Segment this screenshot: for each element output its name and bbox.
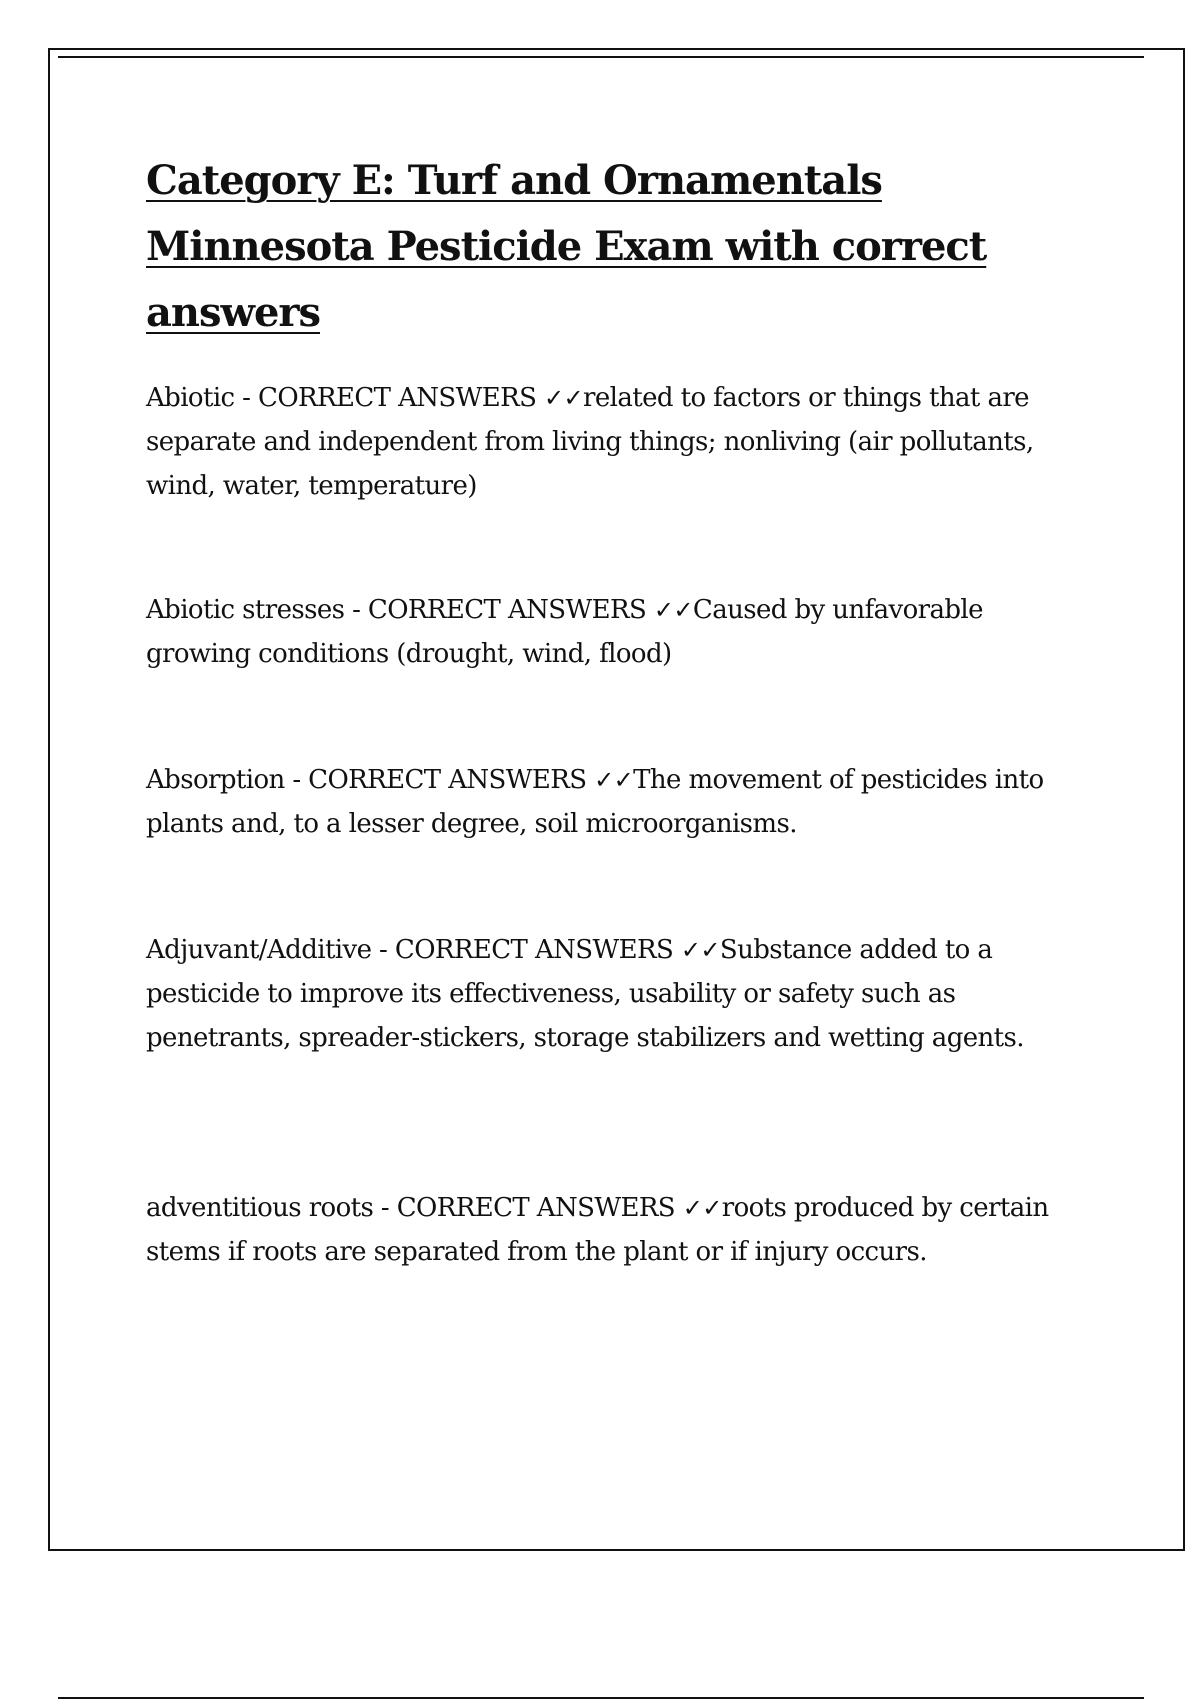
bottom-rule xyxy=(58,1697,1144,1699)
correct-answers-label: CORRECT ANSWERS xyxy=(394,935,674,965)
entry-definition: Caused by unfavorable growing conditions (drought, wind, flood) xyxy=(146,595,983,669)
correct-answers-label: CORRECT ANSWERS xyxy=(308,765,587,795)
entry-separator: - xyxy=(234,383,259,413)
document-title: Category E: Turf and Ornamentals Minnesota Pesticide Exam with correct answers xyxy=(146,157,987,336)
double-check-icon: ✓✓ xyxy=(543,384,584,412)
double-check-icon: ✓✓ xyxy=(594,766,634,794)
entry-term: adventitious roots xyxy=(146,1193,374,1223)
glossary-entry-abiotic-stresses xyxy=(146,588,1086,676)
correct-answers-label: CORRECT ANSWERS xyxy=(396,1193,676,1223)
entry-definition: roots produced by certain stems if roots are separated from the plant or if injury occurs. xyxy=(146,1193,1049,1267)
correct-answers-label: CORRECT ANSWERS xyxy=(367,595,647,625)
double-check-icon: ✓✓ xyxy=(682,1194,722,1222)
entry-separator: - xyxy=(284,765,309,795)
glossary-entry-adventitious-roots xyxy=(146,1186,1086,1274)
glossary-entry-abiotic xyxy=(146,376,1086,508)
glossary-entry-absorption xyxy=(146,758,1086,846)
entry-term: Abiotic xyxy=(146,383,235,413)
entry-definition: The movement of pesticides into plants and, to a lesser degree, soil microorganisms. xyxy=(146,765,1044,839)
entry-separator: - xyxy=(371,935,395,965)
double-check-icon: ✓✓ xyxy=(680,936,720,964)
entry-separator: - xyxy=(344,595,368,625)
entry-definition: related to factors or things that are separate and independent from living things; nonliving (air pollutants, wind, water, temperature) xyxy=(146,383,1034,501)
entry-separator: - xyxy=(373,1193,397,1223)
glossary-entry-adjuvant-additive xyxy=(146,928,1086,1060)
entry-term: Absorption xyxy=(146,765,285,795)
correct-answers-label: CORRECT ANSWERS xyxy=(258,383,537,413)
entry-term: Abiotic stresses xyxy=(146,595,345,625)
entry-definition: Substance added to a pesticide to improve its effectiveness, usability or safety such as penetrants, spreader-stickers, storage stabilizers and wetting agents. xyxy=(146,935,1024,1053)
double-check-icon: ✓✓ xyxy=(653,596,693,624)
entry-term: Adjuvant/Additive xyxy=(146,935,372,965)
